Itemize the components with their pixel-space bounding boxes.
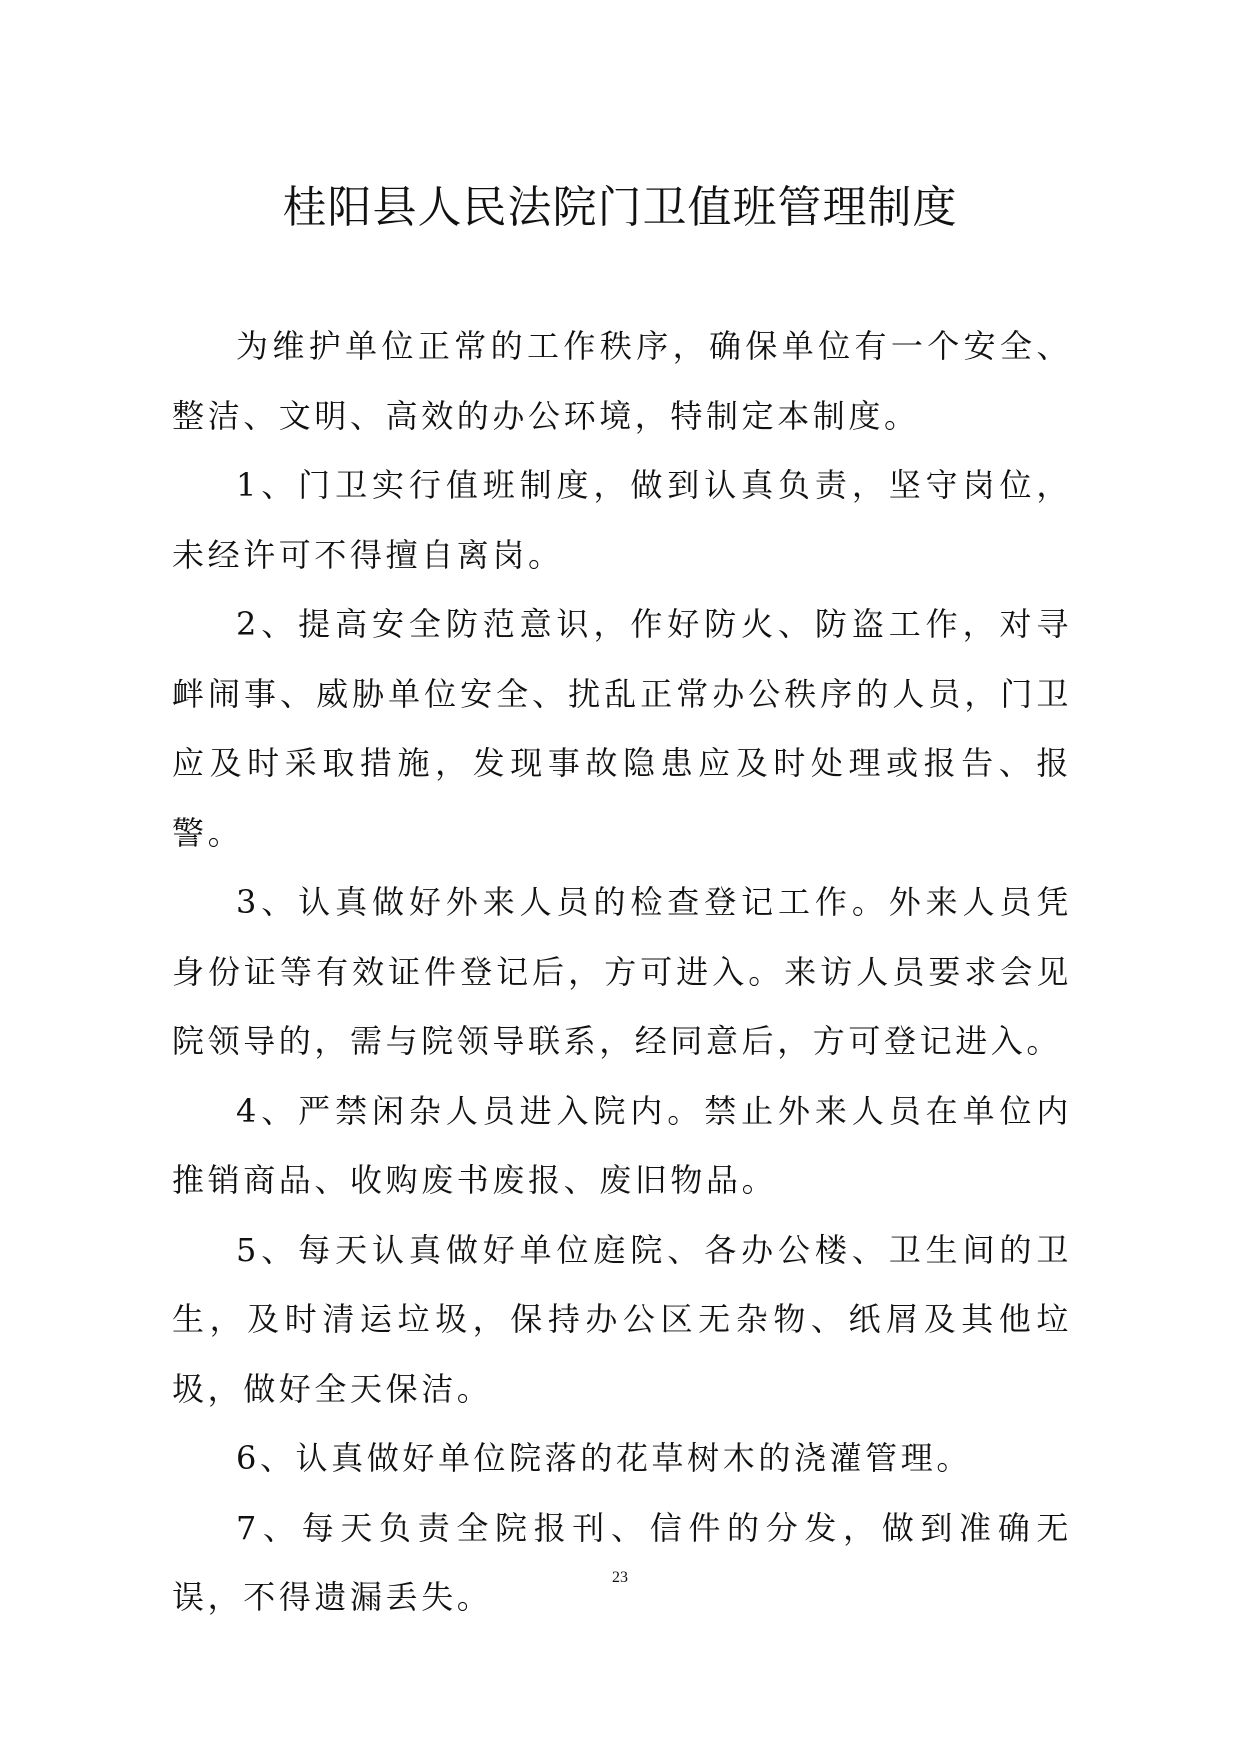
intro-paragraph: 为维护单位正常的工作秩序，确保单位有一个安全、整洁、文明、高效的办公环境，特制定本制度。 [172, 327, 1072, 435]
rule-6-paragraph: 6、认真做好单位院落的花草树木的浇灌管理。 [236, 1439, 972, 1477]
document-body [172, 312, 1072, 1633]
rule-4-paragraph: 4、严禁闲杂人员进入院内。禁止外来人员在单位内推销商品、收购废书废报、废旧物品。 [172, 1091, 1072, 1199]
rule-7-paragraph: 7、每天负责全院报刊、信件的分发，做到准确无误，不得遗漏丢失。 [172, 1508, 1072, 1616]
rule-3-paragraph: 3、认真做好外来人员的检查登记工作。外来人员凭身份证等有效证件登记后，方可进入。来访人员要求会见院领导的，需与院领导联系，经同意后，方可登记进入。 [172, 883, 1072, 1060]
rule-1-paragraph: 1、门卫实行值班制度，做到认真负责，坚守岗位，未经许可不得擅自离岗。 [172, 466, 1072, 574]
page-title: 桂阳县人民法院门卫值班管理制度 [282, 182, 958, 233]
rule-5-paragraph: 5、每天认真做好单位庭院、各办公楼、卫生间的卫生，及时清运垃圾，保持办公区无杂物、纸屑及其他垃圾，做好全天保洁。 [172, 1230, 1072, 1408]
rule-2-paragraph: 2、提高安全防范意识，作好防火、防盗工作，对寻衅闹事、威胁单位安全、扰乱正常办公秩序的人员，门卫应及时采取措施，发现事故隐患应及时处理或报告、报警。 [172, 605, 1072, 852]
page-number: 23 [612, 1569, 628, 1586]
